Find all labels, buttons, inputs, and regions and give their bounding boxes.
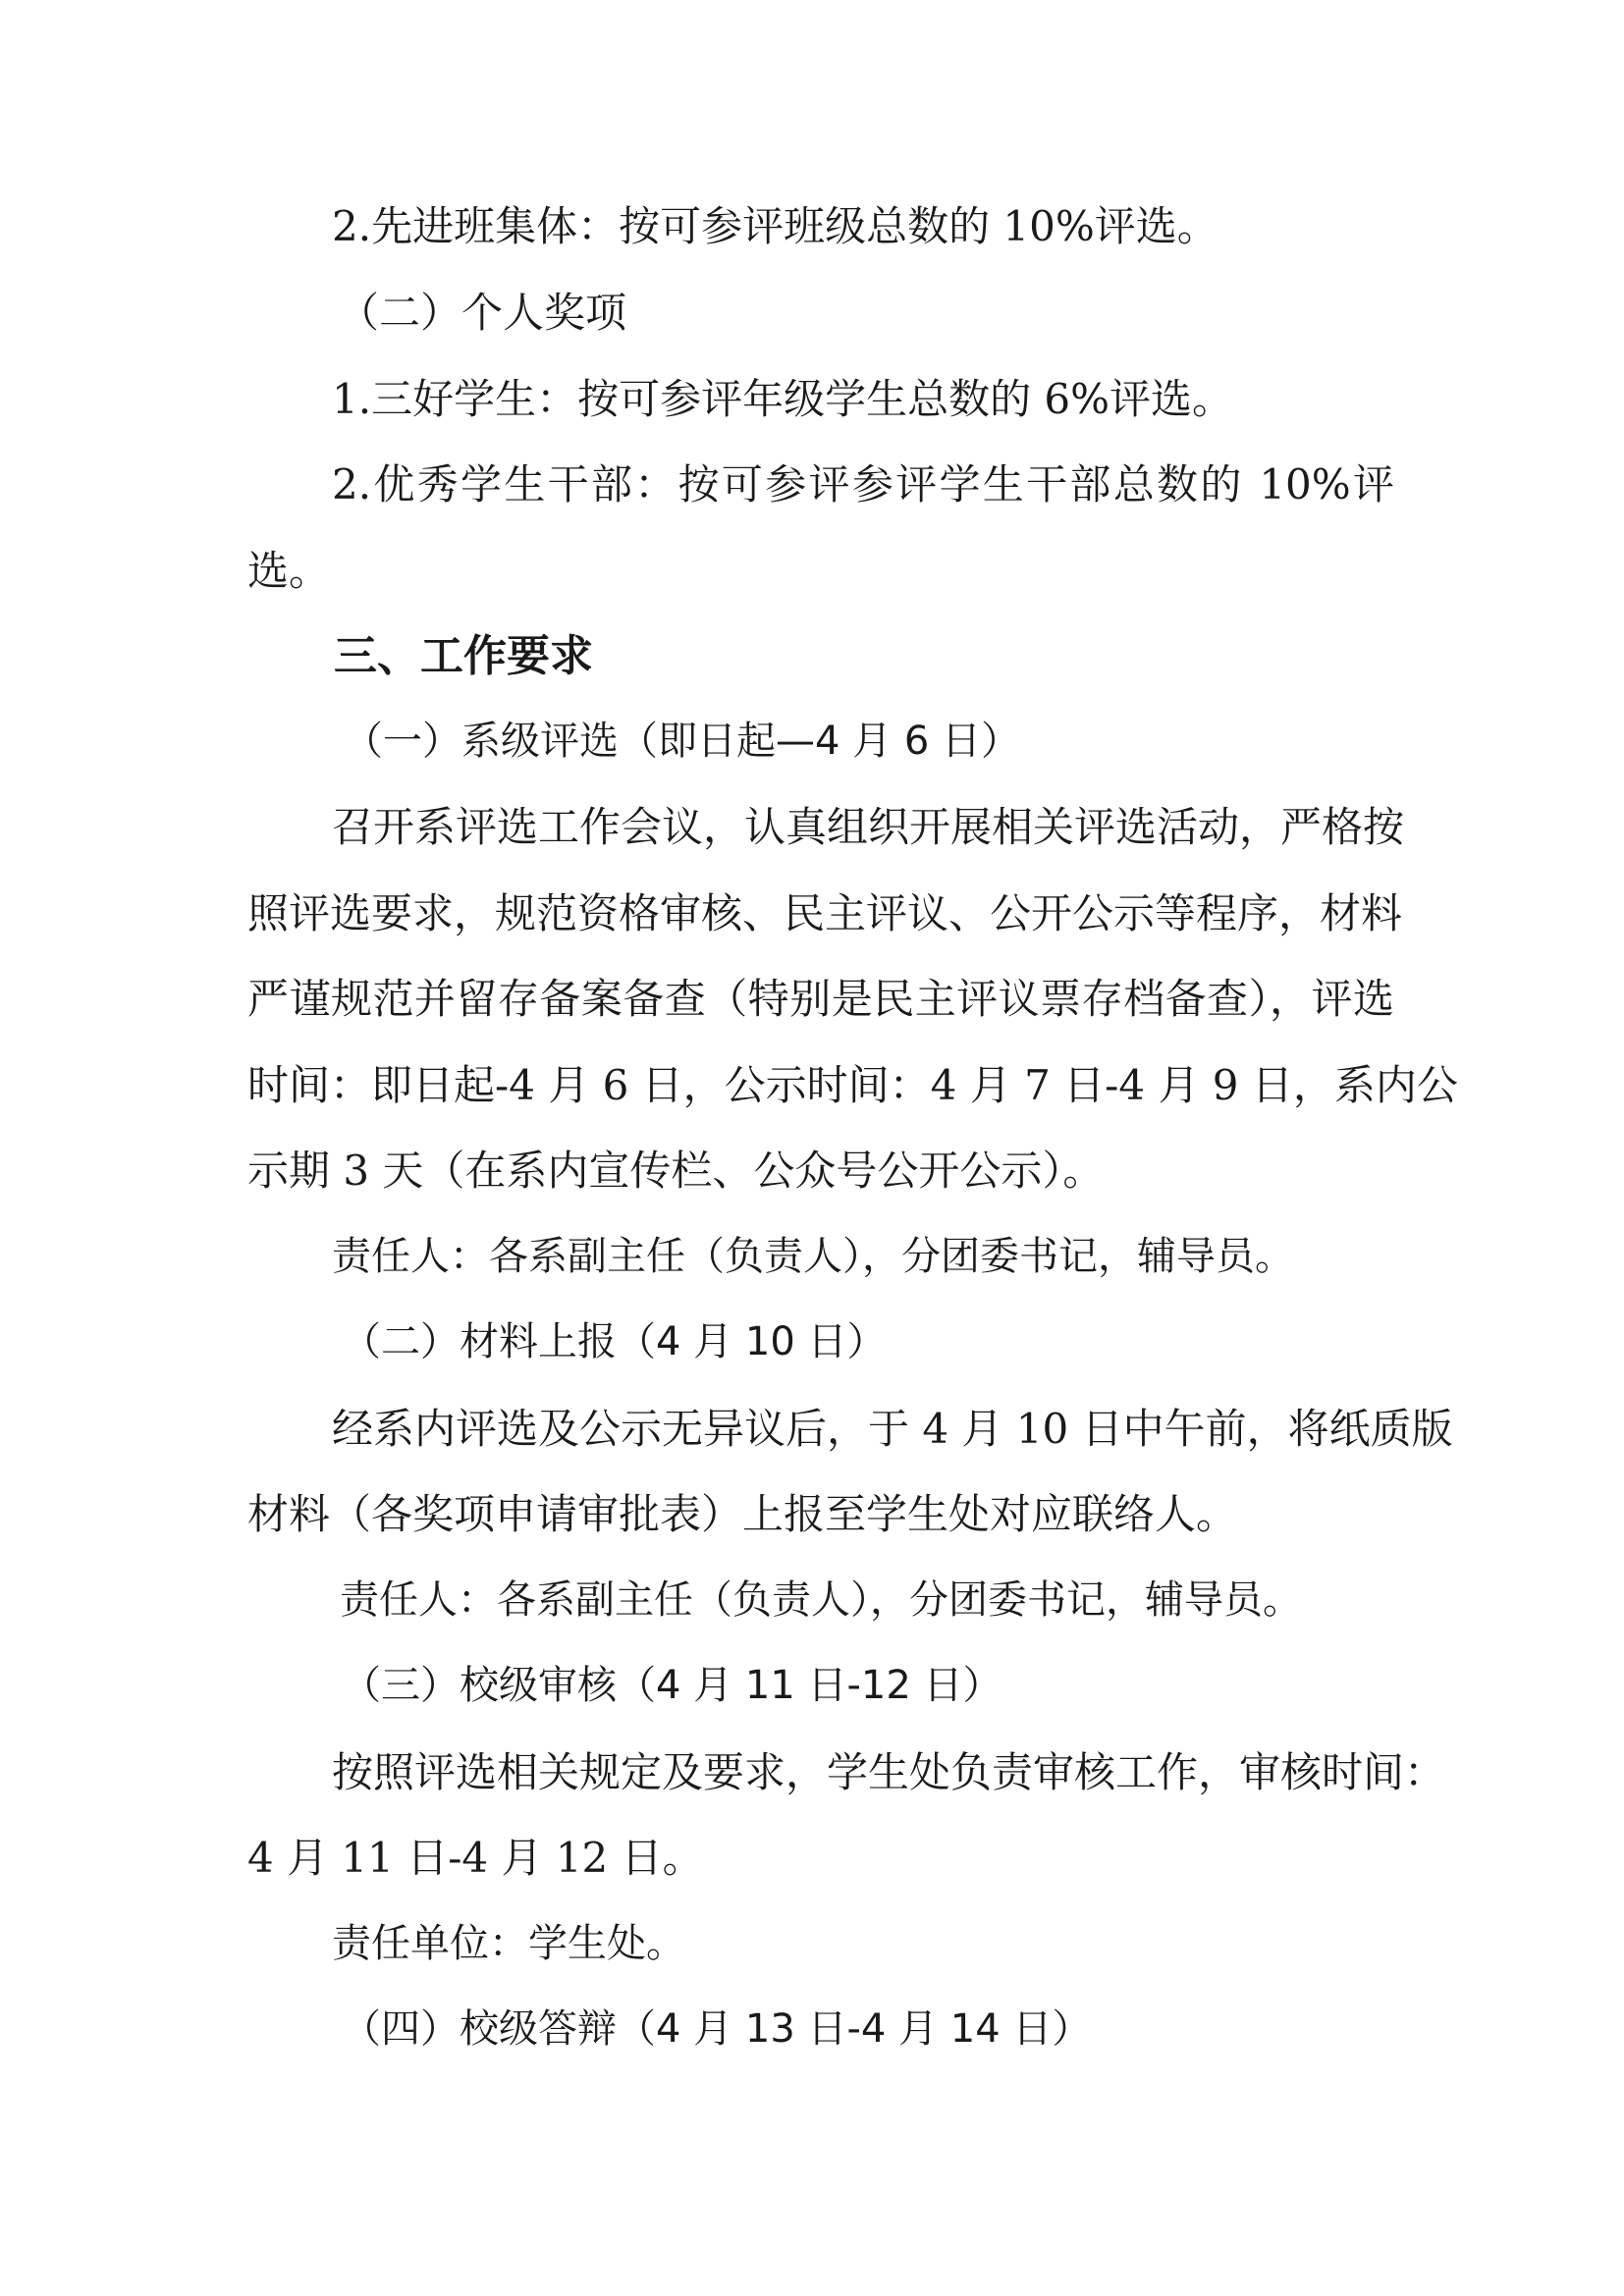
responsible-persons: 责任人：各系副主任（负责人），分团委书记，辅导员。 <box>332 1234 1294 1279</box>
text-line: 4 月 11 日-4 月 12 日。 <box>247 1834 704 1882</box>
text-line: 召开系评选工作会议，认真组织开展相关评选活动，严格按 <box>332 803 1405 851</box>
subsection-heading: （四）校级答辩（4 月 13 日-4 月 14 日） <box>342 2006 1092 2052</box>
text-line: 2.先进班集体：按可参评班级总数的 10%评选。 <box>332 202 1218 250</box>
subsection-heading: （三）校级审核（4 月 11 日-12 日） <box>342 1663 1002 1708</box>
text-line: 选。 <box>247 547 331 595</box>
section-heading: 三、工作要求 <box>334 631 593 681</box>
subsection-heading: （二）个人奖项 <box>338 289 627 337</box>
subsection-heading: （一）系级评选（即日起—4 月 6 日） <box>344 719 1021 764</box>
responsible-unit: 责任单位：学生处。 <box>332 1921 685 1966</box>
text-line: 1.三好学生：按可参评年级学生总数的 6%评选。 <box>332 375 1234 423</box>
text-line: 经系内评选及公示无异议后，于 4 月 10 日中午前，将纸质版 <box>332 1405 1453 1453</box>
text-line: 材料（各奖项申请审批表）上报至学生处对应联络人。 <box>247 1490 1238 1538</box>
responsible-persons: 责任人：各系副主任（负责人），分团委书记，辅导员。 <box>340 1577 1302 1623</box>
subsection-heading: （二）材料上报（4 月 10 日） <box>342 1319 887 1364</box>
text-line: 严谨规范并留存备案备查（特别是民主评议票存档备查），评选 <box>247 975 1394 1023</box>
text-line: 时间：即日起-4 月 6 日，公示时间：4 月 7 日-4 月 9 日，系内公 <box>247 1061 1458 1109</box>
text-line: 2.优秀学生干部：按可参评参评学生干部总数的 10%评 <box>332 460 1394 508</box>
text-line: 照评选要求，规范资格审核、民主评议、公开公示等程序，材料 <box>247 889 1403 937</box>
text-line: 示期 3 天（在系内宣传栏、公众号公开公示）。 <box>247 1147 1105 1195</box>
text-line: 按照评选相关规定及要求，学生处负责审核工作，审核时间： <box>332 1748 1446 1796</box>
